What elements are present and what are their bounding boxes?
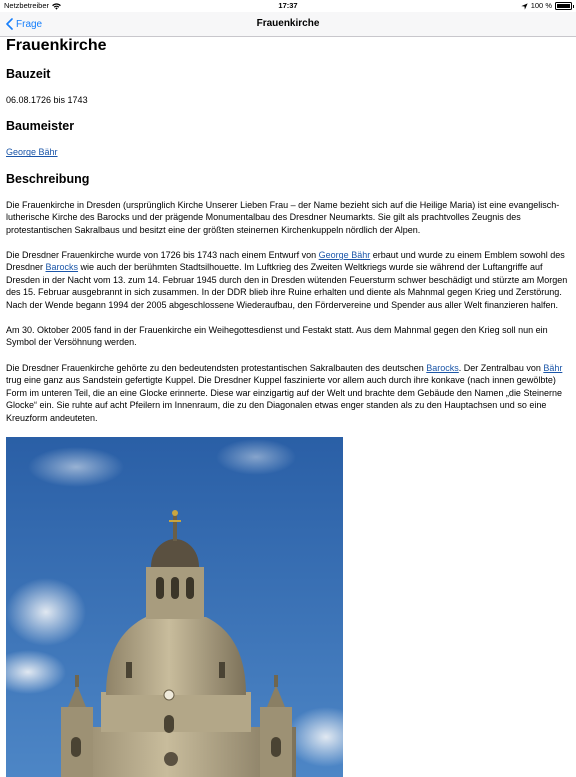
paragraph-text: erbaut und wurde zu einem Emblem sowohl des Dresdner: [6, 250, 565, 273]
link-george-baehr[interactable]: George Bähr: [318, 250, 371, 261]
nav-title: Frauenkirche: [256, 18, 320, 29]
article-content: [6, 37, 570, 777]
paragraph-text: Die Dresdner Frauenkirche wurde von 1726 bis 1743 nach einem Entwurf von: [6, 250, 319, 261]
link-baehr[interactable]: Bähr: [543, 362, 563, 373]
navigation-bar: [0, 12, 576, 37]
status-right: [521, 0, 572, 12]
paragraph-text: . Der Zentralbau von: [458, 362, 544, 373]
bauzeit-value: 06.08.1726 bis 1743: [6, 95, 88, 105]
battery-percent: 100 %: [530, 1, 552, 10]
frauenkirche-photo: [6, 437, 343, 777]
location-arrow-icon: [521, 3, 528, 10]
paragraph-text: wie auch der berühmten Stadtsilhouette. Im Luftkrieg des Zweiten Weltkriegs wurde sie während der Luftangriffe auf Dresden in der Nacht vom 13. zum 14. Februar 1945 durch den in Dresden wütenden Feuersturm schwer beschädigt und stürzte am Morgen des 15. Februar ausgebrannt in sich zusammen. In der DDR blieb ihre Ruine erhalten und diente als Mahnmal gegen Krieg und Zerstörung. Nach der Wende begann 1994 der 2005 abgeschlossene Wiederaufbau, den Fördervereine und Spender aus aller Welt finanzieren halfen.: [6, 262, 568, 310]
beschreibung-heading: Beschreibung: [6, 171, 90, 186]
status-time: 17:37: [278, 1, 298, 10]
back-button-label: Frage: [16, 18, 43, 30]
paragraph-intro: Die Frauenkirche in Dresden (ursprünglich Kirche Unserer Lieben Frau – der Name bezieht sich auf die Heilige Maria) ist eine evangelisch-lutherische Kirche des Barocks und der prägende Monumentalbau des Dresdner Neumarkts. Sie gilt als prachtvolles Zeugnis des protestantischen Sakralbaus und besitzt eine der größten steinernen Kirchenkuppeln nördlich der Alpen.: [6, 199, 560, 235]
paragraph-text: Die Dresdner Frauenkirche gehörte zu den bedeutendsten protestantischen Sakralbauten des deutschen: [6, 362, 427, 373]
carrier-label: Netzbetreiber: [4, 1, 50, 10]
baumeister-link[interactable]: George Bähr: [6, 147, 58, 158]
baumeister-value: [6, 146, 570, 158]
link-barocks-2[interactable]: Barocks: [426, 362, 459, 373]
status-bar: [0, 0, 576, 12]
bauzeit-heading: Bauzeit: [6, 67, 51, 81]
paragraph-consecration: Am 30. Oktober 2005 fand in der Frauenkirche ein Weihegottesdienst und Festakt statt. Aus dem Mahnmal gegen den Krieg soll nun ein Symbol der Versöhnung werden.: [6, 325, 548, 348]
paragraph-history: [6, 249, 570, 311]
paragraph-architecture: [6, 362, 570, 424]
battery-icon: [555, 2, 572, 10]
article-title: Frauenkirche: [6, 37, 107, 54]
baumeister-heading: Baumeister: [6, 119, 75, 134]
paragraph-text: trug eine ganz aus Sandstein gefertigte Kuppel. Die Dresdner Kuppel faszinierte vor allem auch durch ihre konkave (nach innen gewölbte) Form im unteren Teil, die an eine Glocke erinnerte. Diese war einzigartig auf der Welt und brachte dem Gebäude den Namen „die Steinerne Glocke“ ein. Sie ruhte auf acht Pfeilern im Innenraum, die zu den Diagonalen etwas enger standen als zu den Hauptachsen und so eine Kreuzform andeuteten.: [6, 375, 562, 423]
link-barocks[interactable]: Barocks: [45, 262, 79, 273]
